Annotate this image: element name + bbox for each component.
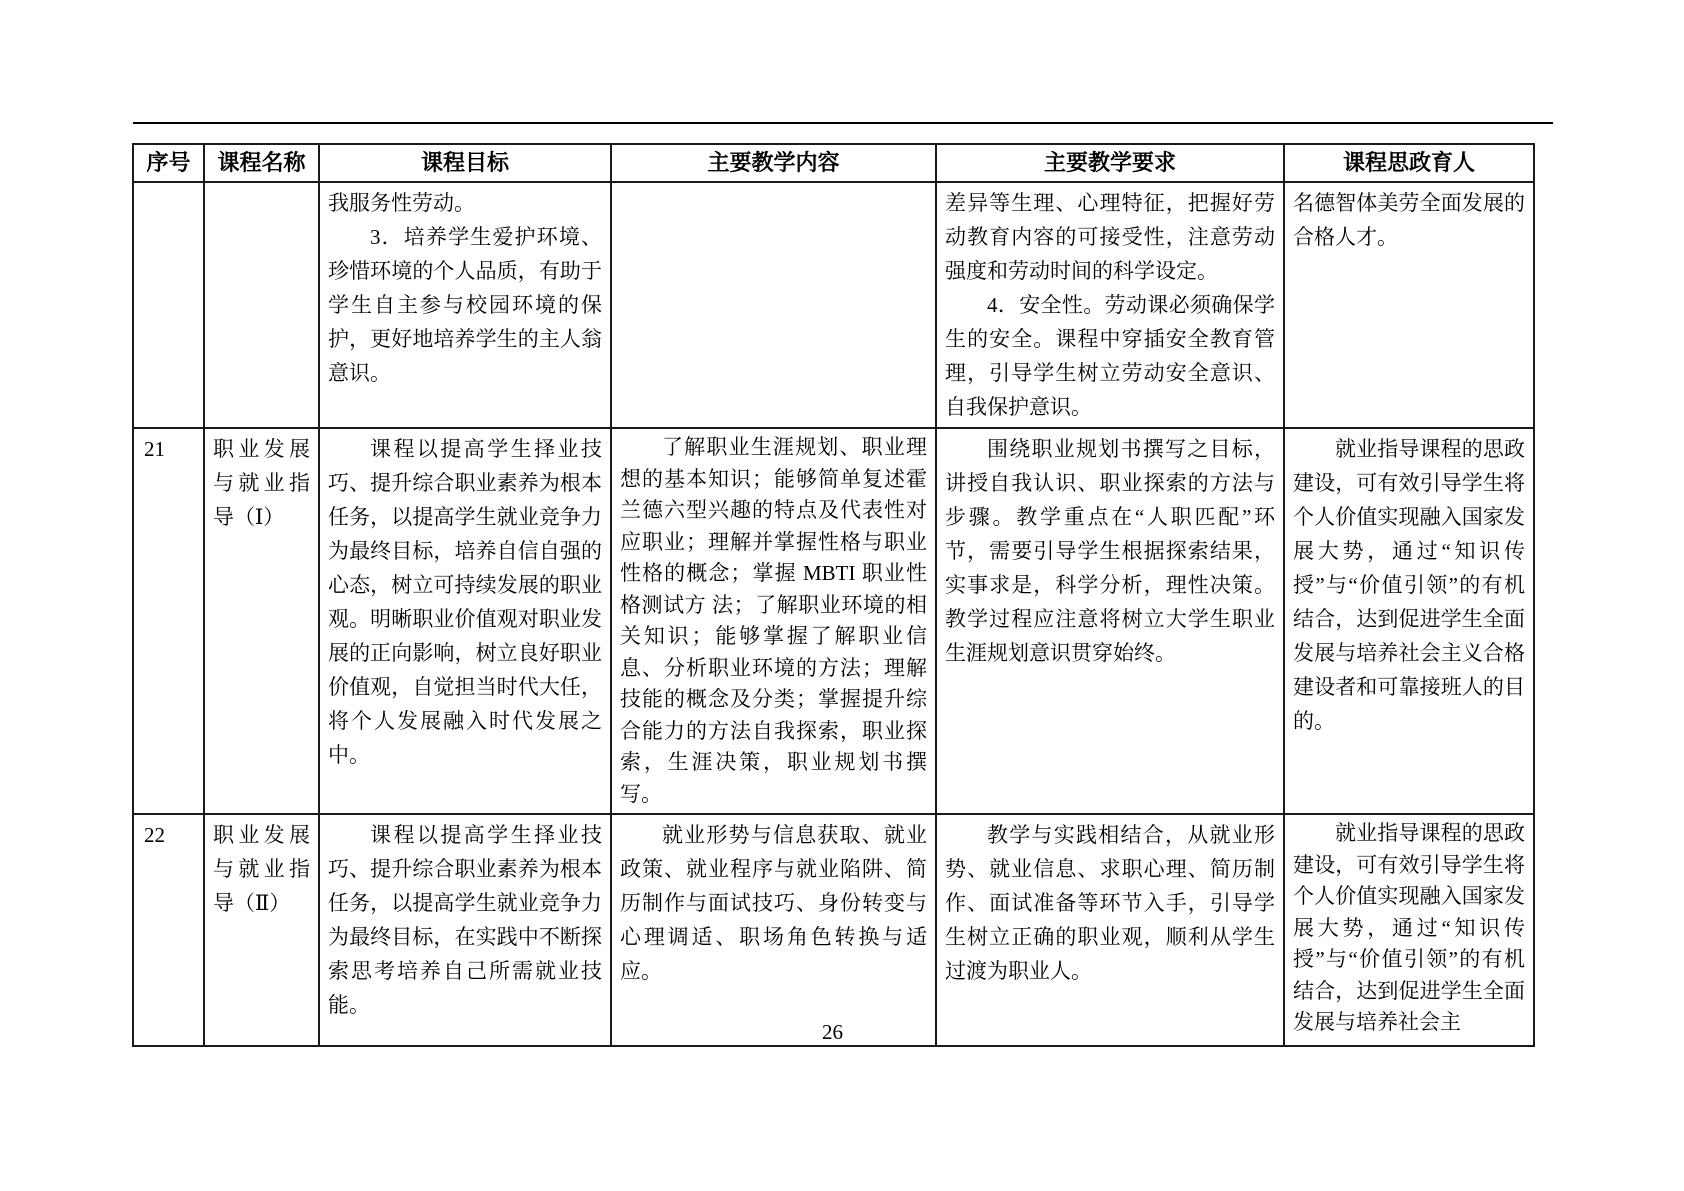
header-teaching-content: 主要教学内容 <box>611 144 936 182</box>
cell-course-objectives <box>319 182 611 428</box>
cell-serial-number: 22 <box>133 814 204 1046</box>
paragraph: 差异等生理、心理特征，把握好劳动教育内容的可接受性，注意劳动强度和劳动时间的科学设定。 <box>945 191 1275 283</box>
table-row <box>133 428 1534 814</box>
paragraph: 课程以提高学生择业技巧、提升综合职业素养为根本任务，以提高学生就业竞争力为最终目标，培养自信自强的心态，树立可持续发展的职业观。明晰职业价值观对职业发展的正向影响，树立良好职业价值观，自觉担当时代大任，将个人发展融入时代发展之中。 <box>328 437 602 767</box>
table-header-row <box>133 144 1534 182</box>
cell-course-name <box>204 814 319 1046</box>
cell-teaching-requirements <box>936 428 1284 814</box>
paragraph: 就业指导课程的思政建设，可有效引导学生将个人价值实现融入国家发展大势，通过“知识传授”与“价值引领”的有机结合，达到促进学生全面发展与培养社会主 <box>1293 821 1525 1034</box>
page-number: 26 <box>822 1020 843 1044</box>
paragraph: 就业指导课程的思政建设，可有效引导学生将个人价值实现融入国家发展大势，通过“知识传授”与“价值引领”的有机结合，达到促进学生全面发展与培养社会主义合格建设者和可靠接班人的目的。 <box>1293 437 1525 733</box>
paragraph: 职业发展与就业指导（Ⅰ） <box>213 437 310 529</box>
cell-serial-number <box>133 182 204 428</box>
course-table <box>132 143 1535 1047</box>
header-teaching-requirements: 主要教学要求 <box>936 144 1284 182</box>
table-row <box>133 814 1534 1046</box>
paragraph: 教学与实践相结合，从就业形势、就业信息、求职心理、简历制作、面试准备等环节入手，引导学生树立正确的职业观，顺利从学生过渡为职业人。 <box>945 823 1275 983</box>
paragraph: 就业形势与信息获取、就业政策、就业程序与就业陷阱、简历制作与面试技巧、身份转变与心理调适、职场角色转换与适应。 <box>620 823 927 983</box>
page-header-rule <box>133 122 1553 124</box>
paragraph: 了解职业生涯规划、职业理想的基本知识；能够简单复述霍兰德六型兴趣的特点及代表性对应职业；理解并掌握性格与职业性格的概念；掌握 MBTI 职业性格测试方 法；了解职业环境的相关知识；能够掌握了解职业信息、分析职业环境的方法；理解技能的概念及分类；掌握提升综合能力的方法自我探索，职业探索，生涯决策，职业规划书撰写。 <box>620 435 927 806</box>
header-course-name: 课程名称 <box>204 144 319 182</box>
header-serial-number: 序号 <box>133 144 204 182</box>
header-course-objectives: 课程目标 <box>319 144 611 182</box>
paragraph: 课程以提高学生择业技巧、提升综合职业素养为根本任务，以提高学生就业竞争力为最终目标，在实践中不断探索思考培养自己所需就业技能。 <box>328 823 602 1017</box>
header-ideology-education: 课程思政育人 <box>1284 144 1534 182</box>
paragraph: 4．安全性。劳动课必须确保学生的安全。课程中穿插安全教育管理，引导学生树立劳动安全意识、自我保护意识。 <box>945 293 1275 419</box>
cell-teaching-requirements <box>936 182 1284 428</box>
paragraph: 围绕职业规划书撰写之目标，讲授自我认识、职业探索的方法与步骤。教学重点在“人职匹配”环节，需要引导学生根据探索结果，实事求是，科学分析，理性决策。教学过程应注意将树立大学生职业生涯规划意识贯穿始终。 <box>945 437 1275 665</box>
cell-course-name <box>204 428 319 814</box>
paragraph: 我服务性劳动。 <box>328 191 475 215</box>
cell-teaching-requirements <box>936 814 1284 1046</box>
cell-course-name <box>204 182 319 428</box>
table-row <box>133 182 1534 428</box>
cell-teaching-content <box>611 428 936 814</box>
cell-ideology-education <box>1284 814 1534 1046</box>
cell-teaching-content <box>611 182 936 428</box>
paragraph: 名德智体美劳全面发展的合格人才。 <box>1293 191 1525 249</box>
cell-teaching-content <box>611 814 936 1046</box>
paragraph: 职业发展与就业指导（Ⅱ） <box>213 823 310 915</box>
paragraph: 3．培养学生爱护环境、珍惜环境的个人品质，有助于学生自主参与校园环境的保护，更好地培养学生的主人翁意识。 <box>328 225 602 385</box>
cell-serial-number: 21 <box>133 428 204 814</box>
cell-course-objectives <box>319 428 611 814</box>
cell-ideology-education <box>1284 182 1534 428</box>
cell-course-objectives <box>319 814 611 1046</box>
cell-ideology-education <box>1284 428 1534 814</box>
